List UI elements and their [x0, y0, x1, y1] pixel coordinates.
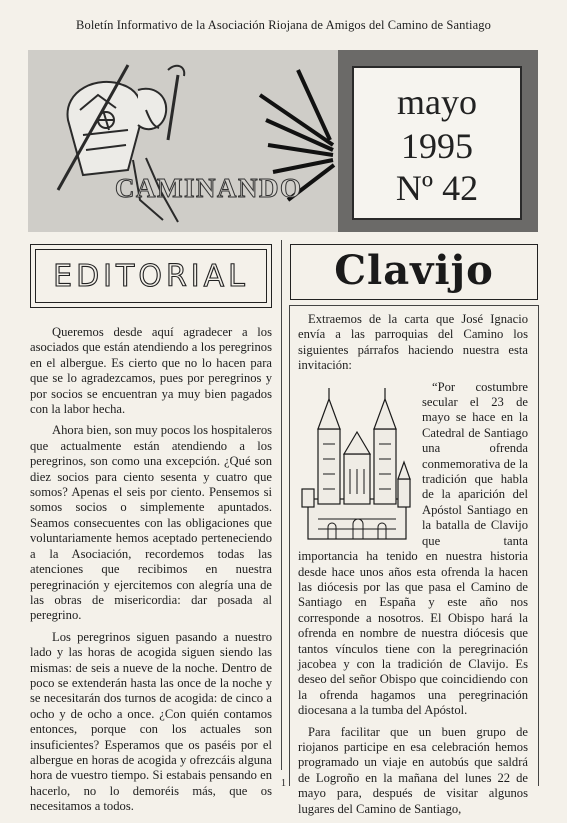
editorial-heading: EDITORIAL	[53, 258, 249, 294]
cathedral-icon	[298, 384, 416, 544]
editorial-paragraph: Los peregrinos siguen pasando a nuestro lado y las horas de acogida siguen siendo las mismas: de seis a nueve de la noche. Dentro de poco se extenderán hasta las once de la noche y se necesitarán dos turnos de acogida: de cinco a ocho y de ocho a once. ¿Con quién contamos entonces, porque con los actuales son insuficientes? Esperamos que os paséis por el albergue en horas de acogida y ofrezcáis alguna hora de vuestro tiempo. Si estabais pensando en hacerlo, no lo demoréis más, que os necesitamos a todos.	[30, 629, 272, 814]
clavijo-quote: “Por costumbre secular el 23 de mayo se hace en la Catedral de Santiago una ofrenda conmemorativa de la tradición que habla de la aparición del Apóstol Santiago en la batalla de Clavijo que tanta importancia ha tenido en nuestra historia desde hace unos años esta ofrenda la hacen las diócesis por las que pasa el Camino de Santiago en España y este año nos corresponde a nosotros. El Obispo hará la ofrenda en nombre de nuestra diócesis que tantos vínculos tiene con la peregrinación jacobea y con la tradición de Clavijo. Es deseo del señor Obispo que coincidiendo con la ofrenda hagamos una peregrinación diocesana a la tumba del Apóstol.	[298, 379, 528, 718]
editorial-paragraph: Ahora bien, son muy pocos los hospitaleros que actualmente están atendiendo a los peregrinos, son como una excepción. ¿Qué son diez socios para ciento sesenta y cuatro que somos? Apenas el seis por ciento. Pensemos si somos socios o simplemente apuntados. Seamos consecuentes con las obligaciones que voluntariamente hemos aceptado perteneciendo a la Asociación, recordemos todas las atenciones que recibimos en nuestra peregrinación y ejercitemos con alegría una de las obras de misericordia: dar posada al peregrino.	[30, 423, 273, 623]
clavijo-closing: Para facilitar que un buen grupo de riojanos participe en esa celebración hemos programado un viaje en autobús que saldrá de Logroño en la mañana del lunes 22 de mayo para, después de visitar algunos lugares del Camino de Santiago,	[298, 724, 528, 816]
editorial-body	[30, 325, 272, 821]
issue-year: 1995	[401, 126, 473, 166]
clavijo-heading: Clavijo	[334, 247, 494, 294]
issue-month: mayo	[397, 82, 477, 122]
clavijo-heading-box	[290, 244, 538, 300]
column-divider	[281, 240, 282, 770]
editorial-paragraph: Queremos desde aquí agradecer a los asociados que están atendiendo a los peregrinos en el albergue. Es cierto que no lo hacen para que se lo agradezcamos, pues por peregrinos y por socios se encuentran ya muy bien pagados con la labor hecha.	[30, 325, 272, 417]
bulletin-header: Boletín Informativo de la Asociación Riojana de Amigos del Camino de Santiago	[76, 18, 491, 32]
masthead-title: CAMINANDO	[115, 173, 303, 203]
issue-box	[352, 66, 522, 220]
clavijo-intro: Extraemos de la carta que José Ignacio envía a las parroquias del Camino los siguientes párrafos haciendo nuestra esta invitación:	[298, 312, 528, 373]
clavijo-body	[298, 312, 528, 823]
issue-number: Nº 42	[395, 168, 479, 208]
cathedral-illustration	[298, 384, 416, 544]
editorial-heading-box	[30, 244, 272, 308]
page-number: 1	[281, 778, 286, 789]
